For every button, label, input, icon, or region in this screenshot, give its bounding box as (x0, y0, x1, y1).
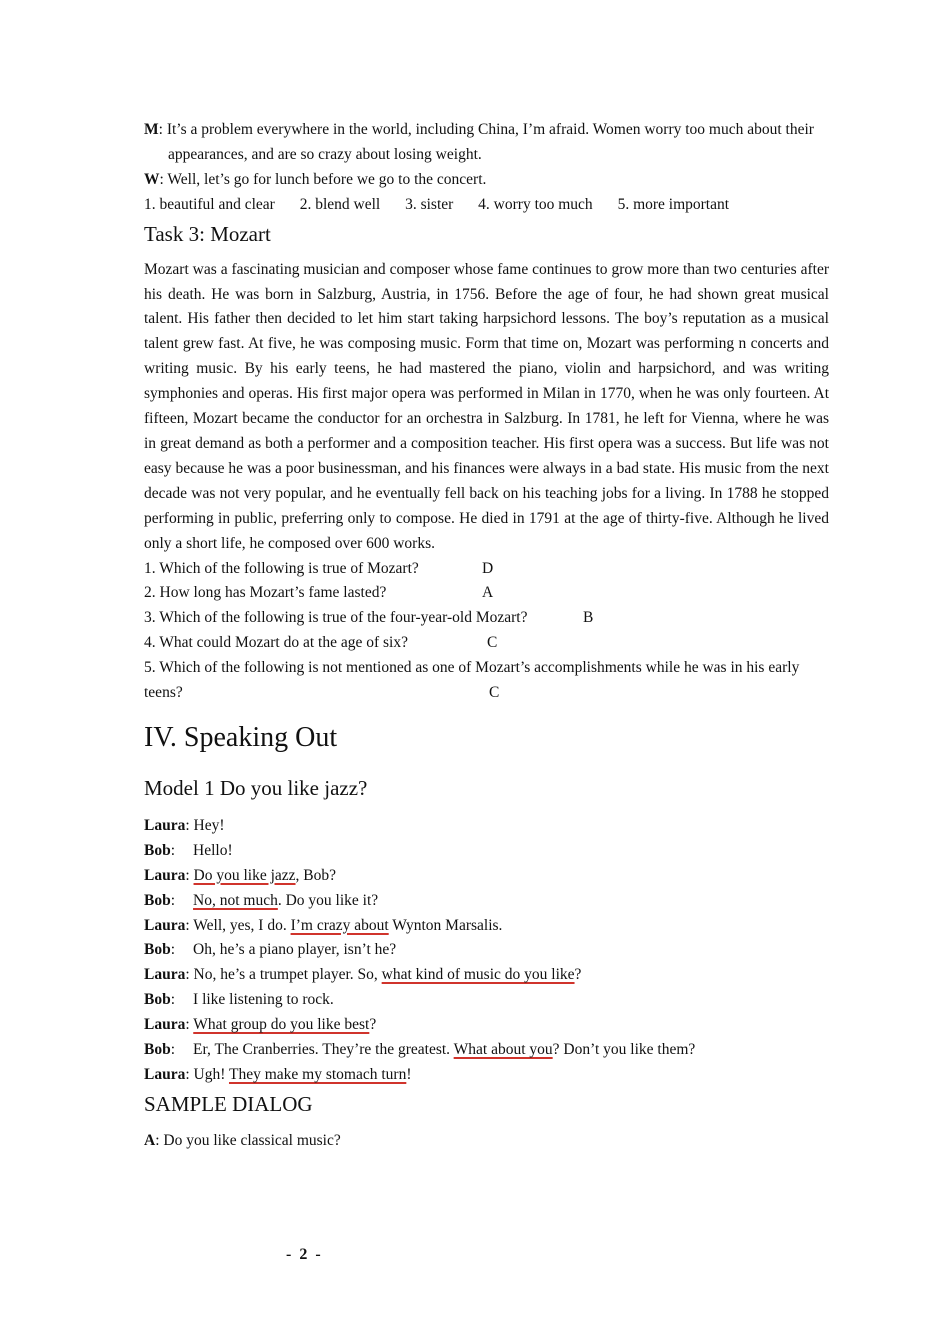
answer-item: 5. more important (617, 195, 730, 213)
dialog-text: : Hey! (185, 816, 225, 834)
dialog-line (144, 1013, 829, 1038)
question-text: 4. What could Mozart do at the age of six? (144, 634, 408, 652)
underlined-phrase: No, not much (193, 891, 278, 909)
dialog-text: : (170, 991, 176, 1009)
dialog-text: : (170, 841, 176, 859)
question-2 (144, 581, 829, 606)
speaker-label: Laura (144, 816, 186, 834)
dialog-line-w (144, 168, 829, 193)
dialog-line (144, 839, 829, 864)
sample-line-a (144, 1129, 829, 1154)
speaker-label: W (144, 170, 160, 188)
model1-dialog (144, 814, 829, 1088)
question-text: 3. Which of the following is true of the four-year-old Mozart? (144, 609, 528, 627)
answer-item: 2. blend well (299, 195, 381, 213)
question-text: 2. How long has Mozart’s fame lasted? (144, 584, 387, 602)
speaker-label: A (144, 1131, 156, 1149)
model1-heading: Model 1 Do you like jazz? (144, 775, 368, 800)
underlined-phrase: What about you (453, 1041, 553, 1059)
question-text: 5. Which of the following is not mentioned as one of Mozart’s accomplishments while he was in his early teens? (144, 659, 800, 702)
speaker-label: Bob (144, 841, 171, 859)
dialog-text: Hello! (193, 841, 233, 859)
dialog-text: ? Don’t you like them? (552, 1041, 696, 1059)
speaker-label: Laura (144, 916, 186, 934)
underlined-phrase: What group do you like best (193, 1016, 370, 1034)
answer-item: 1. beautiful and clear (144, 195, 275, 213)
speaker-label: Laura (144, 1066, 186, 1083)
question-text: 1. Which of the following is true of Mozart? (144, 559, 419, 577)
speaker-label: Bob (144, 991, 171, 1009)
question-1 (144, 557, 829, 582)
dialog-text: : Do you like classical music? (155, 1131, 341, 1149)
answer-key-row (144, 193, 829, 218)
question-3 (144, 606, 829, 631)
speaker-label: Bob (144, 891, 171, 909)
speaker-label: Laura (144, 866, 186, 884)
task3-heading: Task 3: Mozart (144, 221, 271, 246)
dialog-text: ? (369, 1016, 377, 1034)
answer-item: 4. worry too much (478, 195, 593, 213)
dialog-text: ? (574, 966, 582, 984)
dialog-text: : (170, 891, 176, 909)
dialog-text: : (170, 1041, 176, 1059)
dialog-text: I like listening to rock. (193, 991, 334, 1009)
dialog-text: : Ugh! (185, 1066, 229, 1083)
dialog-text: Er, The Cranberries. They’re the greatest. (193, 1041, 454, 1059)
question-4 (144, 631, 829, 656)
question-answer: C (487, 634, 498, 652)
page-number: - 2 - (286, 1246, 323, 1263)
dialog-line (144, 889, 829, 914)
speaker-label: Laura (144, 1016, 186, 1034)
question-answer: D (482, 559, 494, 577)
underlined-phrase: what kind of music do you like (381, 966, 575, 984)
speaker-label: Laura (144, 966, 186, 984)
dialog-text: Oh, he’s a piano player, isn’t he? (193, 941, 397, 959)
dialog-line (144, 914, 829, 939)
dialog-line (144, 938, 829, 963)
dialog-text: , Bob? (295, 866, 337, 884)
dialog-text: : (170, 941, 176, 959)
question-answer: B (583, 609, 594, 627)
question-answer: C (489, 684, 500, 702)
sample-dialog-heading: SAMPLE DIALOG (144, 1091, 313, 1116)
dialog-line-m (144, 118, 829, 168)
dialog-text: : (185, 1016, 194, 1034)
dialog-line (144, 814, 829, 839)
dialog-line (144, 1038, 829, 1063)
dialog-line (144, 988, 829, 1013)
question-5 (144, 656, 814, 706)
section-heading: IV. Speaking Out (144, 721, 338, 753)
document-page (144, 118, 829, 1154)
mozart-paragraph: Mozart was a fascinating musician and composer whose fame continues to grow more than two centuries after his death. He was born in Salzburg, Austria, in 1756. Before the age of four, he had shown great musical talent. His father then decided to let him start taking harpsichord lessons. The boy’s reputation as a musical talent grew fast. At five, he was composing music. Form that time on, Mozart was performing n concerts and writing music. By his early teens, he had mastered the piano, violin and harpsichord, and was writing symphonies and operas. His first major opera was performed in Milan in 1770, when he was only fourteen. At fifteen, Mozart became the conductor for an orchestra in Salzburg. In 1781, he left for Vienna, where he was in great demand as both a performer and a composition teacher. His first opera was a success. But life was not easy because he was a poor businessman, and his finances were always in a bad state. His music from the next decade was not very popular, and he eventually fell back on his teaching jobs for a living. In 1788 he stopped performing in public, preferring only to compose. He died in 1791 at the age of thirty-five. Although he lived only a short life, he composed over 600 works. (144, 260, 829, 552)
underlined-phrase: Do you like jazz (193, 866, 296, 884)
dialog-text: Wynton Marsalis. (388, 916, 503, 934)
underlined-phrase: I’m crazy about (290, 916, 389, 934)
dialog-line (144, 1063, 829, 1088)
dialog-text: : Well, yes, I do. (185, 916, 291, 934)
dialog-text: : It’s a problem everywhere in the world, including China, I’m afraid. Women worry too much about their appearances, and are so crazy about losing weight. (158, 121, 814, 163)
dialog-text: : No, he’s a trumpet player. So, (185, 966, 382, 984)
dialog-line (144, 864, 829, 889)
answer-item: 3. sister (405, 195, 454, 213)
dialog-text: : (185, 866, 194, 884)
dialog-text: ! (406, 1066, 412, 1083)
dialog-line (144, 963, 829, 988)
dialog-text: . Do you like it? (277, 891, 379, 909)
underlined-phrase: They make my stomach turn (228, 1066, 407, 1083)
question-answer: A (482, 584, 494, 602)
speaker-label: M (144, 121, 159, 138)
speaker-label: Bob (144, 941, 171, 959)
speaker-label: Bob (144, 1041, 171, 1059)
dialog-text: : Well, let’s go for lunch before we go to the concert. (159, 170, 487, 188)
